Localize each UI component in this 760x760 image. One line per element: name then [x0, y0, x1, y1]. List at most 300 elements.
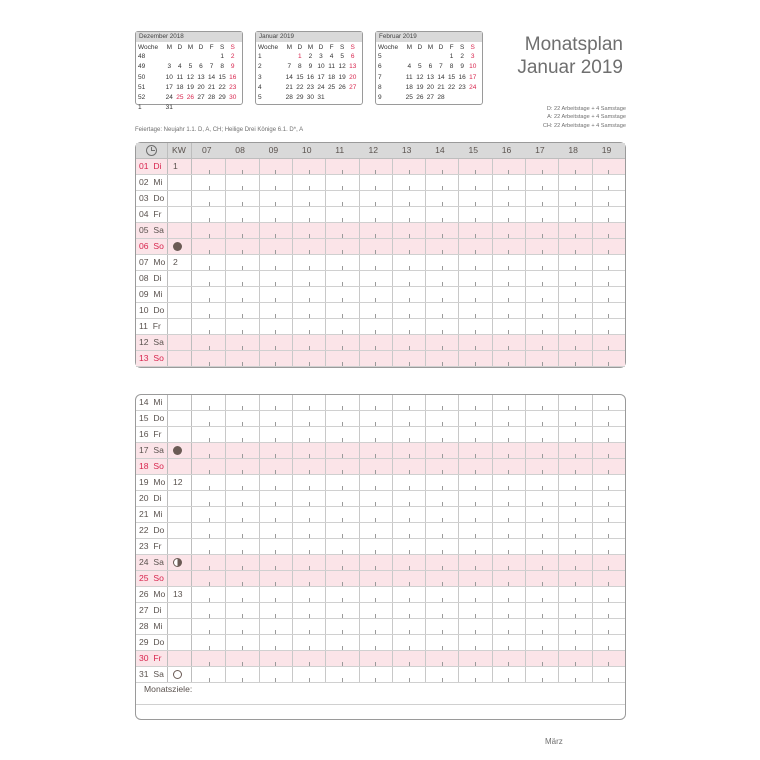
half-hour-tick [375, 614, 376, 618]
hour-line [458, 507, 459, 522]
half-hour-tick [575, 614, 576, 618]
kw-cell [168, 303, 192, 318]
half-hour-tick [475, 582, 476, 586]
hour-line [359, 491, 360, 506]
hour-line [225, 255, 226, 270]
mini-day-cell: 27 [197, 94, 205, 102]
time-grid[interactable] [192, 303, 625, 318]
half-hour-tick [275, 438, 276, 442]
hour-line [325, 539, 326, 554]
hour-line [592, 491, 593, 506]
hour-line [259, 539, 260, 554]
hour-label: 13 [401, 145, 412, 155]
half-hour-tick [409, 678, 410, 682]
time-grid[interactable] [192, 443, 625, 458]
hour-line [458, 335, 459, 350]
half-hour-tick [309, 362, 310, 366]
half-hour-tick [309, 250, 310, 254]
half-hour-tick [575, 250, 576, 254]
hour-line [492, 395, 493, 410]
hour-line [259, 475, 260, 490]
hour-line [458, 351, 459, 366]
mini-day-cell: 11 [176, 73, 184, 81]
half-hour-tick [608, 454, 609, 458]
hour-line [325, 395, 326, 410]
mini-week-number: 1 [258, 53, 262, 60]
hour-line [592, 395, 593, 410]
hour-line [525, 335, 526, 350]
half-hour-tick [608, 406, 609, 410]
hour-line [592, 319, 593, 334]
time-grid[interactable] [192, 207, 625, 222]
half-hour-tick [375, 362, 376, 366]
hour-line [592, 603, 593, 618]
half-hour-tick [342, 406, 343, 410]
half-hour-tick [409, 582, 410, 586]
half-hour-tick [409, 406, 410, 410]
half-hour-tick [442, 186, 443, 190]
time-grid[interactable] [192, 239, 625, 254]
mini-day-cell [217, 103, 228, 113]
hour-label: 08 [235, 145, 245, 155]
hour-line [525, 303, 526, 318]
hour-line [558, 271, 559, 286]
half-hour-tick [575, 502, 576, 506]
hour-line [525, 475, 526, 490]
time-grid[interactable] [192, 223, 625, 238]
hour-line [425, 667, 426, 682]
hour-line [225, 319, 226, 334]
half-hour-tick [309, 330, 310, 334]
hour-line [259, 411, 260, 426]
time-grid[interactable] [192, 411, 625, 426]
hour-line [292, 303, 293, 318]
time-grid[interactable] [192, 619, 625, 634]
hour-line [558, 523, 559, 538]
mini-day-cell: 15 [447, 73, 456, 81]
half-hour-tick [508, 598, 509, 602]
hour-line [359, 239, 360, 254]
mini-day-cell: 4 [329, 53, 334, 60]
half-hour-tick [275, 582, 276, 586]
hour-line [592, 667, 593, 682]
half-hour-tick [409, 662, 410, 666]
hour-line [325, 555, 326, 570]
half-hour-tick [209, 566, 210, 570]
hour-line [325, 271, 326, 286]
half-hour-tick [242, 218, 243, 222]
hour-line [259, 587, 260, 602]
hour-line [425, 635, 426, 650]
day-label: 09 Mi [136, 287, 168, 302]
half-hour-tick [242, 598, 243, 602]
mini-day-cell: 13 [426, 73, 435, 81]
half-hour-tick [342, 298, 343, 302]
day-row [136, 287, 625, 303]
hour-line [392, 191, 393, 206]
hour-line [425, 619, 426, 634]
half-hour-tick [608, 662, 609, 666]
mini-day-cell [185, 103, 196, 113]
monatsziele-row[interactable] [136, 683, 625, 705]
hour-line [492, 319, 493, 334]
half-hour-tick [209, 362, 210, 366]
hour-line [525, 523, 526, 538]
half-hour-tick [409, 598, 410, 602]
time-grid[interactable] [192, 475, 625, 490]
time-grid[interactable] [192, 651, 625, 666]
half-hour-tick [442, 614, 443, 618]
hour-line [259, 207, 260, 222]
half-hour-tick [309, 266, 310, 270]
time-grid[interactable] [192, 191, 625, 206]
day-row [136, 539, 625, 555]
half-hour-tick [409, 630, 410, 634]
half-hour-tick [442, 662, 443, 666]
half-hour-tick [475, 234, 476, 238]
hour-line [425, 411, 426, 426]
hour-labels [192, 143, 625, 158]
mini-day-cell: 14 [437, 73, 445, 81]
time-grid[interactable] [192, 319, 625, 334]
hour-line [558, 239, 559, 254]
time-grid[interactable] [192, 523, 625, 538]
half-hour-tick [209, 170, 210, 174]
hour-label: 11 [335, 145, 345, 155]
half-hour-tick [542, 330, 543, 334]
half-hour-tick [342, 234, 343, 238]
time-grid[interactable] [192, 335, 625, 350]
half-hour-tick [409, 266, 410, 270]
hour-line [592, 159, 593, 174]
half-hour-tick [309, 518, 310, 522]
hour-line [359, 571, 360, 586]
half-hour-tick [275, 518, 276, 522]
hour-line [425, 207, 426, 222]
hour-line [558, 255, 559, 270]
mini-day-cell: 13 [197, 73, 205, 81]
hour-line [392, 475, 393, 490]
hour-line [492, 159, 493, 174]
hour-line [292, 587, 293, 602]
mini-header-cell: D [318, 44, 324, 51]
mini-day-cell: 7 [439, 63, 443, 71]
half-hour-tick [309, 534, 310, 538]
mini-day-cell: 26 [186, 94, 195, 102]
mini-day-cell [415, 52, 426, 62]
hour-line [325, 223, 326, 238]
hour-line [592, 271, 593, 286]
hour-line [458, 223, 459, 238]
half-hour-tick [508, 454, 509, 458]
time-grid[interactable] [192, 159, 625, 174]
half-hour-tick [442, 282, 443, 286]
mini-week-number: 2 [258, 63, 262, 71]
day-row [136, 159, 625, 175]
half-hour-tick [542, 406, 543, 410]
time-grid[interactable] [192, 271, 625, 286]
hour-line [325, 619, 326, 634]
mini-calendar-januar [255, 31, 363, 105]
hour-line [259, 395, 260, 410]
half-hour-tick [608, 266, 609, 270]
half-hour-tick [542, 422, 543, 426]
holidays-note: Feiertage: Neujahr 1.1. D, A, CH; Heilige Drei Könige 6.1. D*, A [135, 127, 304, 133]
half-hour-tick [575, 202, 576, 206]
half-hour-tick [442, 678, 443, 682]
half-hour-tick [608, 486, 609, 490]
hour-line [392, 319, 393, 334]
half-hour-tick [475, 614, 476, 618]
hour-line [325, 651, 326, 666]
half-hour-tick [475, 362, 476, 366]
hour-line [292, 539, 293, 554]
half-hour-tick [608, 470, 609, 474]
hour-line [359, 539, 360, 554]
hour-line [292, 427, 293, 442]
time-grid[interactable] [192, 395, 625, 410]
half-hour-tick [475, 678, 476, 682]
hour-line [492, 191, 493, 206]
hour-line [325, 159, 326, 174]
half-hour-tick [209, 234, 210, 238]
half-hour-tick [275, 314, 276, 318]
half-hour-tick [608, 614, 609, 618]
half-hour-tick [475, 486, 476, 490]
half-hour-tick [508, 406, 509, 410]
half-hour-tick [375, 170, 376, 174]
hour-line [392, 411, 393, 426]
time-grid[interactable] [192, 175, 625, 190]
half-hour-tick [508, 298, 509, 302]
hour-line [259, 191, 260, 206]
hour-line [525, 443, 526, 458]
half-hour-tick [209, 406, 210, 410]
mini-day-cell: 6 [199, 63, 203, 71]
hour-line [259, 351, 260, 366]
half-hour-tick [375, 250, 376, 254]
hour-line [525, 635, 526, 650]
page-title-line2: Januar 2019 [517, 57, 623, 78]
half-hour-tick [275, 550, 276, 554]
half-hour-tick [475, 170, 476, 174]
half-hour-tick [475, 550, 476, 554]
hour-line [525, 571, 526, 586]
mini-day-cell: 22 [296, 83, 304, 91]
hour-line [592, 175, 593, 190]
hour-label: 15 [468, 145, 479, 155]
mini-day-cell [436, 52, 447, 62]
hour-line [558, 191, 559, 206]
day-row [136, 319, 625, 335]
hour-line [425, 491, 426, 506]
half-hour-tick [575, 406, 576, 410]
half-hour-tick [542, 218, 543, 222]
half-hour-tick [542, 598, 543, 602]
hour-line [525, 491, 526, 506]
mini-week-number: 51 [138, 83, 146, 91]
half-hour-tick [242, 234, 243, 238]
time-grid[interactable] [192, 571, 625, 586]
hour-line [359, 651, 360, 666]
mini-day-cell: 16 [229, 73, 237, 81]
half-hour-tick [309, 550, 310, 554]
half-hour-tick [309, 678, 310, 682]
hour-line [558, 319, 559, 334]
half-hour-tick [508, 534, 509, 538]
hour-line [592, 635, 593, 650]
mini-day-cell: 12 [416, 73, 424, 81]
mini-week-number: 6 [378, 63, 382, 71]
hour-line [492, 175, 493, 190]
time-grid[interactable] [192, 555, 625, 570]
half-hour-tick [608, 218, 609, 222]
hour-line [259, 619, 260, 634]
time-grid[interactable] [192, 539, 625, 554]
time-grid[interactable] [192, 635, 625, 650]
hour-line [392, 255, 393, 270]
time-grid[interactable] [192, 287, 625, 302]
half-hour-tick [409, 454, 410, 458]
hour-line [492, 619, 493, 634]
hour-line [492, 491, 493, 506]
hour-line [392, 523, 393, 538]
time-grid[interactable] [192, 491, 625, 506]
half-hour-tick [475, 502, 476, 506]
half-hour-tick [508, 234, 509, 238]
hour-line [292, 619, 293, 634]
hour-line [492, 667, 493, 682]
day-row [136, 207, 625, 223]
half-hour-tick [342, 502, 343, 506]
half-hour-tick [242, 662, 243, 666]
half-hour-tick [309, 406, 310, 410]
half-hour-tick [375, 186, 376, 190]
hour-line [592, 475, 593, 490]
hour-line [492, 635, 493, 650]
half-hour-tick [275, 406, 276, 410]
half-hour-tick [242, 202, 243, 206]
half-hour-tick [575, 362, 576, 366]
hour-line [225, 491, 226, 506]
half-hour-tick [375, 346, 376, 350]
half-hour-tick [608, 534, 609, 538]
half-hour-tick [442, 202, 443, 206]
hour-line [225, 411, 226, 426]
half-hour-tick [575, 330, 576, 334]
hour-line [458, 459, 459, 474]
hour-line [458, 571, 459, 586]
half-hour-tick [442, 298, 443, 302]
half-hour-tick [575, 662, 576, 666]
mini-day-cell: 2 [308, 53, 313, 60]
half-hour-tick [575, 582, 576, 586]
hour-line [259, 303, 260, 318]
half-hour-tick [242, 614, 243, 618]
time-grid[interactable] [192, 351, 625, 366]
hour-line [525, 587, 526, 602]
half-hour-tick [475, 330, 476, 334]
hour-line [359, 255, 360, 270]
hour-line [558, 539, 559, 554]
time-grid[interactable] [192, 587, 625, 602]
hour-line [592, 411, 593, 426]
hour-line [558, 571, 559, 586]
half-hour-tick [375, 282, 376, 286]
kw-cell [168, 223, 192, 238]
mini-day-cell: 11 [405, 73, 413, 81]
half-hour-tick [275, 202, 276, 206]
mini-calendar-title: Dezember 2018 [136, 32, 242, 42]
hour-line [492, 303, 493, 318]
half-hour-tick [309, 630, 310, 634]
time-grid[interactable] [192, 427, 625, 442]
mini-week-number: 50 [138, 73, 146, 81]
mini-day-cell: 1 [220, 53, 224, 60]
hour-line [259, 335, 260, 350]
hour-line [592, 651, 593, 666]
hour-line [458, 635, 459, 650]
hour-line [458, 255, 459, 270]
half-hour-tick [475, 422, 476, 426]
half-hour-tick [475, 534, 476, 538]
hour-line [225, 507, 226, 522]
notes-line[interactable] [136, 705, 625, 719]
mini-day-cell: 10 [317, 63, 325, 71]
hour-line [592, 507, 593, 522]
time-grid[interactable] [192, 507, 625, 522]
half-hour-tick [209, 266, 210, 270]
half-hour-tick [542, 550, 543, 554]
hour-line [592, 523, 593, 538]
half-hour-tick [475, 662, 476, 666]
hour-line [325, 239, 326, 254]
hour-line [558, 603, 559, 618]
hour-line [592, 191, 593, 206]
half-hour-tick [209, 202, 210, 206]
half-hour-tick [475, 406, 476, 410]
time-grid[interactable] [192, 667, 625, 682]
half-hour-tick [242, 186, 243, 190]
hour-line [558, 587, 559, 602]
half-hour-tick [375, 218, 376, 222]
time-grid[interactable] [192, 459, 625, 474]
planner-table-bottom [135, 394, 626, 720]
hour-line [392, 223, 393, 238]
mini-day-cell: 30 [306, 94, 315, 102]
hour-line [458, 443, 459, 458]
mini-header-cell: Woche [378, 44, 399, 51]
time-grid[interactable] [192, 603, 625, 618]
time-grid[interactable] [192, 255, 625, 270]
hour-line [325, 587, 326, 602]
half-hour-tick [242, 502, 243, 506]
mini-day-cell: 19 [338, 73, 346, 81]
hour-line [458, 491, 459, 506]
hour-line [492, 475, 493, 490]
half-hour-tick [342, 486, 343, 490]
day-label: 21 Mi [136, 507, 168, 522]
kw-cell [168, 271, 192, 286]
half-hour-tick [442, 234, 443, 238]
hour-line [225, 427, 226, 442]
half-hour-tick [508, 630, 509, 634]
day-label: 10 Do [136, 303, 168, 318]
half-hour-tick [375, 234, 376, 238]
half-hour-tick [575, 314, 576, 318]
half-hour-tick [508, 550, 509, 554]
hour-line [359, 223, 360, 238]
